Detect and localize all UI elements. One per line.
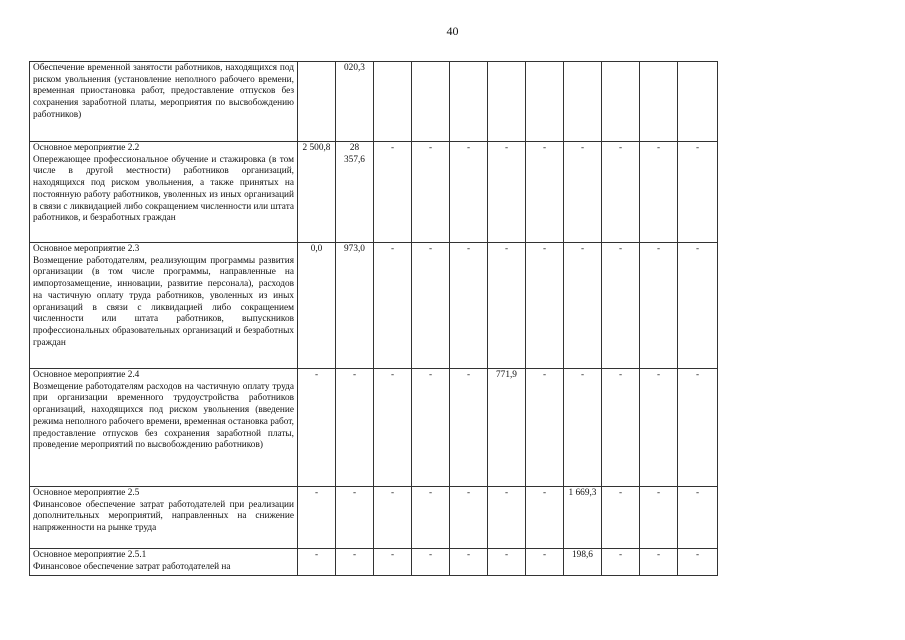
value-cell: - <box>336 487 374 549</box>
value-cell: - <box>412 243 450 369</box>
value-cell: - <box>526 369 564 487</box>
value-cell <box>298 62 336 142</box>
row-text: Финансовое обеспечение затрат работодателей при реализации дополнительных мероприятий, направленных на снижение напряженности на рынке труда <box>33 499 294 534</box>
table-row <box>30 142 718 243</box>
value-cell: 0,0 <box>298 243 336 369</box>
value-cell <box>488 62 526 142</box>
value-cell: - <box>678 369 718 487</box>
table-row <box>30 62 718 142</box>
value-cell: - <box>488 549 526 576</box>
value-cell: - <box>640 487 678 549</box>
value-cell: - <box>488 487 526 549</box>
value-cell: 771,9 <box>488 369 526 487</box>
value-cell: - <box>374 369 412 487</box>
value-cell: - <box>374 142 412 243</box>
row-title: Основное мероприятие 2.3 <box>33 244 140 254</box>
budget-table <box>29 61 718 576</box>
value-cell: - <box>412 142 450 243</box>
value-cell: - <box>298 487 336 549</box>
value-cell: - <box>450 549 488 576</box>
value-cell: - <box>488 243 526 369</box>
value-cell: 2 500,8 <box>298 142 336 243</box>
row-text: Возмещение работодателям расходов на частичную оплату труда при организации временного трудоустройства работников организаций, находящихся под риском увольнения (введение режима неполного рабочего времени, временная остановка работ, предоставление отпусков без сохранения заработной платы, проведение мероприятий по высвобождению работников) <box>33 381 294 451</box>
value-cell <box>412 62 450 142</box>
value-cell <box>602 62 640 142</box>
row-description <box>30 487 298 549</box>
value-cell <box>678 62 718 142</box>
value-cell: - <box>526 487 564 549</box>
table-row <box>30 487 718 549</box>
value-cell: - <box>450 243 488 369</box>
value-cell: - <box>298 369 336 487</box>
value-cell: 198,6 <box>564 549 602 576</box>
value-cell: - <box>412 487 450 549</box>
row-title: Основное мероприятие 2.4 <box>33 370 140 380</box>
row-description <box>30 369 298 487</box>
value-cell: - <box>640 369 678 487</box>
row-description <box>30 243 298 369</box>
row-title: Основное мероприятие 2.2 <box>33 143 140 153</box>
value-cell: - <box>640 243 678 369</box>
value-cell: - <box>602 369 640 487</box>
value-cell: - <box>526 549 564 576</box>
row-text: Опережающее профессиональное обучение и стажировка (в том числе в другой местности) работников организаций, находящихся под риском увольнения, а также принятых на постоянную работу работников, уволенных из иных организаций в связи с ликвидацией либо сокращением численности или штата работников, и безработных граждан <box>33 154 294 224</box>
table-row <box>30 369 718 487</box>
value-cell: - <box>336 549 374 576</box>
value-cell: - <box>678 243 718 369</box>
value-cell: - <box>526 142 564 243</box>
row-description <box>30 142 298 243</box>
row-text: Финансовое обеспечение затрат работодателей на <box>33 561 231 572</box>
value-cell: - <box>450 487 488 549</box>
value-cell: - <box>678 549 718 576</box>
value-cell: - <box>374 487 412 549</box>
value-cell: - <box>564 243 602 369</box>
row-description <box>30 549 298 576</box>
page-number: 40 <box>446 24 459 38</box>
value-cell: - <box>602 487 640 549</box>
value-cell: 1 669,3 <box>564 487 602 549</box>
value-cell: - <box>564 369 602 487</box>
value-cell: - <box>412 369 450 487</box>
value-cell: 020,3 <box>336 62 374 142</box>
value-cell: - <box>488 142 526 243</box>
row-text: Обеспечение временной занятости работников, находящихся под риском увольнения (установление неполного рабочего времени, временная приостановка работ, предоставление отпусков без сохранения заработной платы, мероприятия по высвобождению работников) <box>33 63 294 120</box>
value-cell: - <box>678 487 718 549</box>
value-cell: - <box>374 549 412 576</box>
row-title: Основное мероприятие 2.5 <box>33 488 140 498</box>
value-cell: - <box>298 549 336 576</box>
value-cell: - <box>602 142 640 243</box>
table-row <box>30 549 718 576</box>
value-cell <box>564 62 602 142</box>
row-description <box>30 62 298 142</box>
value-cell: - <box>374 243 412 369</box>
value-cell: - <box>602 549 640 576</box>
value-cell <box>640 62 678 142</box>
value-cell: 973,0 <box>336 243 374 369</box>
table-row <box>30 243 718 369</box>
value-cell: - <box>336 369 374 487</box>
value-cell: - <box>678 142 718 243</box>
row-title: Основное мероприятие 2.5.1 <box>33 550 147 560</box>
value-cell: - <box>450 369 488 487</box>
row-text: Возмещение работодателям, реализующим программы развития организации (в том числе программы, направленные на импортозамещение, инновации, развитие персонала), расходов на частичную оплату труда работников, уволенных из иных организаций в связи с ликвидацией либо сокращением численности или штата работников, выпускников профессиональных образовательных организаций и безработных граждан <box>33 255 294 348</box>
value-cell: - <box>526 243 564 369</box>
value-cell <box>450 62 488 142</box>
value-cell: - <box>564 142 602 243</box>
value-cell: - <box>602 243 640 369</box>
value-cell: 28 357,6 <box>336 142 374 243</box>
value-cell: - <box>640 142 678 243</box>
value-cell <box>526 62 564 142</box>
value-cell: - <box>412 549 450 576</box>
value-cell <box>374 62 412 142</box>
value-cell: - <box>450 142 488 243</box>
value-cell: - <box>640 549 678 576</box>
